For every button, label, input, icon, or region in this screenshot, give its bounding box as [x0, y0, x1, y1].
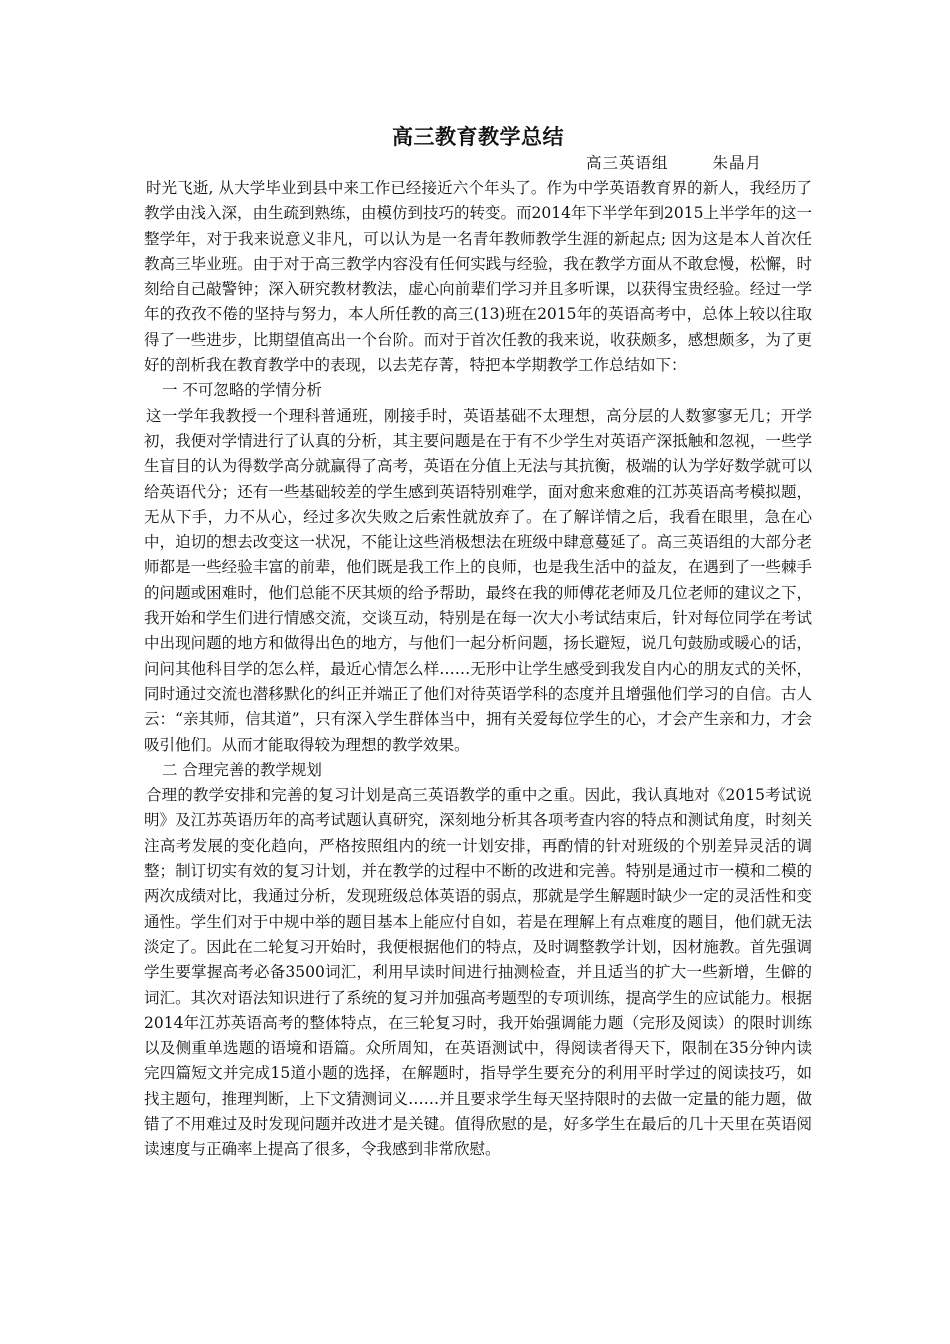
byline [144, 152, 762, 174]
author-name: 朱晶月 [712, 154, 762, 172]
author-group: 高三英语组 [585, 154, 669, 172]
section-1-paragraph: 这一学年我教授一个理科普通班，刚接手时，英语基础不太理想，高分层的人数寥寥无几；开学初，我便对学情进行了认真的分析，其主要问题是在于有不少学生对英语产深抵触和忽视，一些学生盲目的认为得数学高分就赢得了高考，英语在分值上无法与其抗衡，极端的认为学好数学就可以给英语代分；还有一些基础较差的学生感到英语特别难学，面对愈来愈难的江苏英语高考模拟题，无从下手，力不从心，经过多次失败之后索性就放弃了。在了解详情之后，我看在眼里，急在心中，迫切的想去改变这一状况，不能让这些消极想法在班级中肆意蔓延了。高三英语组的大部分老师都是一些经验丰富的前辈，他们既是我工作上的良师，也是我生活中的益友，在遇到了一些棘手的问题或困难时，他们总能不厌其烦的给予帮助，最终在我的师傅花老师及几位老师的建议之下，我开始和学生们进行情感交流，交谈互动，特别是在每一次大小考试结束后，针对每位同学在考试中出现问题的地方和做得出色的地方，与他们一起分析问题，扬长避短，说几句鼓励或暖心的话，问问其他科目学的怎么样，最近心情怎么样……无形中让学生感受到我发自内心的朋友式的关怀，同时通过交流也潜移默化的纠正并端正了他们对待英语学科的态度并且增强他们学习的自信。古人云：“亲其师，信其道”，只有深入学生群体当中，拥有关爱每位学生的心，才会产生亲和力，才会吸引他们。从而才能取得较为理想的教学效果。 [144, 406, 812, 754]
document-page [144, 118, 812, 1163]
intro-paragraph: 时光飞逝, 从大学毕业到县中来工作已经接近六个年头了。作为中学英语教育界的新人，我经历了教学由浅入深，由生疏到熟练，由模仿到技巧的转变。而2014年下半学年到2015上半学年的这一整学年，对于我来说意义非凡，可以认为是一名青年教师教学生涯的新起点; 因为这是本人首次任教高三毕业班。由于对于高三教学内容没有任何实践与经验，我在教学方面从不敢怠慢，松懈，时刻给自己敲警钟；深入研究教材教法，虚心向前辈们学习并且多听课，以获得宝贵经验。经过一学年的孜孜不倦的坚持与努力，本人所任教的高三(13)班在2015年的英语高考中，总体上较以往取得了一些进步，比期望值高出一个台阶。而对于首次任教的我来说，收获颇多，感想颇多，为了更好的剖析我在教育教学中的表现，以去芜存菁，特把本学期教学工作总结如下： [144, 179, 812, 375]
section-2-heading: 二 合理完善的教学规划 [162, 760, 322, 779]
document-title: 高三教育教学总结 [392, 124, 564, 149]
section-1-heading: 一 不可忽略的学情分析 [162, 381, 322, 400]
section-2-paragraph: 合理的教学安排和完善的复习计划是高三英语教学的重中之重。因此，我认真地对《2015考试说明》及江苏英语历年的高考试题认真研究，深刻地分析其各项考查内容的特点和测试角度，时刻关注高考发展的变化趋向，严格按照组内的统一计划安排，再酌情的针对班级的个别差异灵活的调整；制订切实有效的复习计划，并在教学的过程中不断的改进和完善。特别是通过市一模和二模的两次成绩对比，我通过分析，发现班级总体英语的弱点，那就是学生解题时缺少一定的灵活性和变通性。学生们对于中规中举的题目基本上能应付自如，若是在理解上有点难度的题目，他们就无法淡定了。因此在二轮复习开始时，我便根据他们的特点，及时调整教学计划，因材施教。首先强调学生要掌握高考必备3500词汇，利用早读时间进行抽测检查，并且适当的扩大一些新增，生僻的词汇。其次对语法知识进行了系统的复习并加强高考题型的专项训练，提高学生的应试能力。根据2014年江苏英语高考的整体特点，在三轮复习时，我开始强调能力题（完形及阅读）的限时训练以及侧重单选题的语境和语篇。众所周知，在英语测试中，得阅读者得天下，限制在35分钟内读完四篇短文并完成15道小题的选择，在解题时，指导学生要充分的利用平时学过的阅读技巧，如找主题句，推理判断，上下文猜测词义……并且要求学生每天坚持限时的去做一定量的能力题，做错了不用难过及时发现问题并改进才是关键。值得欣慰的是，好多学生在最后的几十天里在英语阅读速度与正确率上提高了很多，令我感到非常欣慰。 [144, 786, 812, 1159]
